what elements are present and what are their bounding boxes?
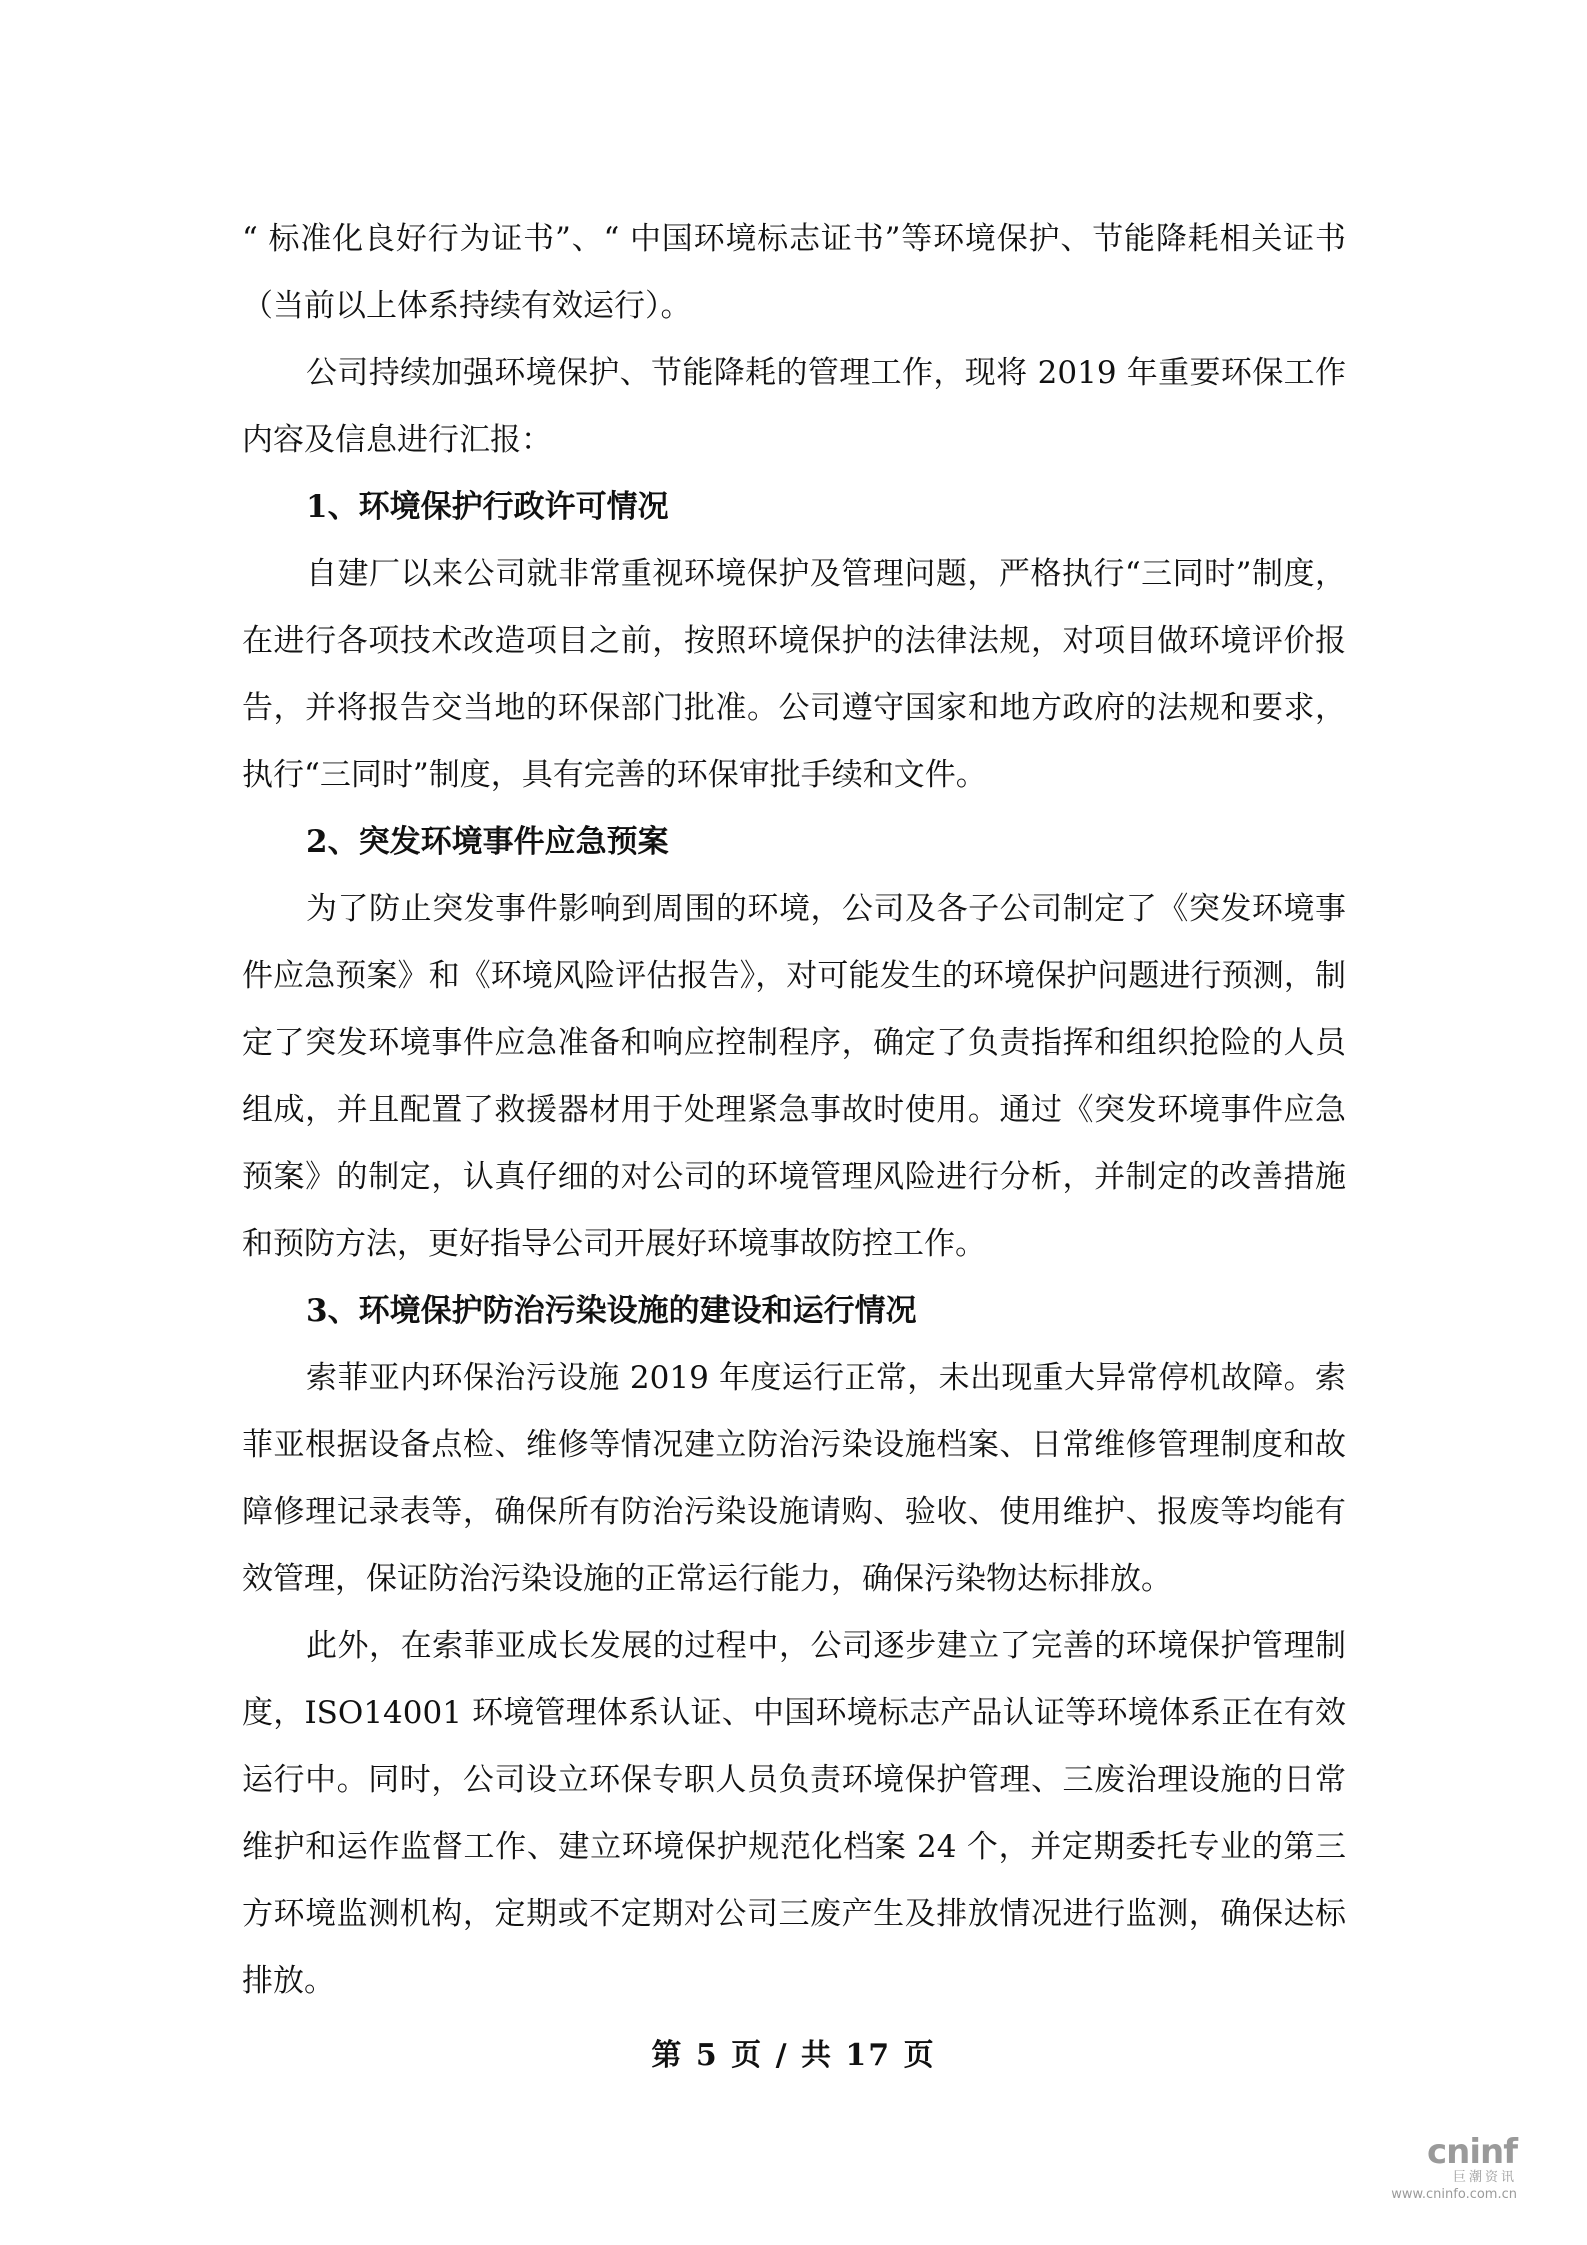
heading-administrative-permit: 1、环境保护行政许可情况 xyxy=(306,489,669,525)
paragraph-management-system: 此外，在索菲亚成长发展的过程中，公司逐步建立了完善的环境保护管理制度，ISO14001 环境管理体系认证、中国环境标志产品认证等环境体系正在有效运行中。同时，公司设立环保专职人员负责环境保护管理、三废治理设施的日常维护和运作监督工作、建立环境保护规范化档案 24 个，并定期委托专业的第三方环境监测机构，定期或不定期对公司三废产生及排放情况进行监测，确保达标排放。 xyxy=(242,1628,1346,1999)
cninfo-logo-subtitle: 巨潮资讯 xyxy=(1452,2170,1517,2185)
cninfo-logo: cninf xyxy=(1426,2132,1517,2172)
heading-emergency-plan: 2、突发环境事件应急预案 xyxy=(306,824,669,860)
page-number-footer: 第 5 页 / 共 17 页 xyxy=(651,2038,936,2073)
paragraph-intro: 公司持续加强环境保护、节能降耗的管理工作，现将 2019 年重要环保工作内容及信息进行汇报： xyxy=(242,355,1346,458)
cninfo-watermark xyxy=(1367,2134,1517,2214)
paragraph-pollution-facilities: 索菲亚内环保治污设施 2019 年度运行正常，未出现重大异常停机故障。索菲亚根据设备点检、维修等情况建立防治污染设施档案、日常维修管理制度和故障修理记录表等，确保所有防治污染设施请购、验收、使用维护、报废等均能有效管理，保证防治污染设施的正常运行能力，确保污染物达标排放。 xyxy=(242,1360,1346,1597)
heading-pollution-facilities: 3、环境保护防治污染设施的建设和运行情况 xyxy=(306,1293,917,1329)
document-body xyxy=(242,206,1346,2015)
paragraph-certificates: “ 标准化良好行为证书”、“ 中国环境标志证书”等环境保护、节能降耗相关证书（当前以上体系持续有效运行）。 xyxy=(242,221,1346,324)
paragraph-emergency-plan: 为了防止突发事件影响到周围的环境，公司及各子公司制定了《突发环境事件应急预案》和《环境风险评估报告》，对可能发生的环境保护问题进行预测，制定了突发环境事件应急准备和响应控制程序，确定了负责指挥和组织抢险的人员组成，并且配置了救援器材用于处理紧急事故时使用。通过《突发环境事件应急预案》的制定，认真仔细的对公司的环境管理风险进行分析，并制定的改善措施和预防方法，更好指导公司开展好环境事故防控工作。 xyxy=(242,891,1346,1262)
cninfo-url: www.cninfo.com.cn xyxy=(1391,2187,1517,2202)
paragraph-administrative-permit: 自建厂以来公司就非常重视环境保护及管理问题，严格执行“三同时”制度，在进行各项技术改造项目之前，按照环境保护的法律法规，对项目做环境评价报告，并将报告交当地的环保部门批准。公司遵守国家和地方政府的法规和要求，执行“三同时”制度，具有完善的环保审批手续和文件。 xyxy=(242,556,1346,793)
